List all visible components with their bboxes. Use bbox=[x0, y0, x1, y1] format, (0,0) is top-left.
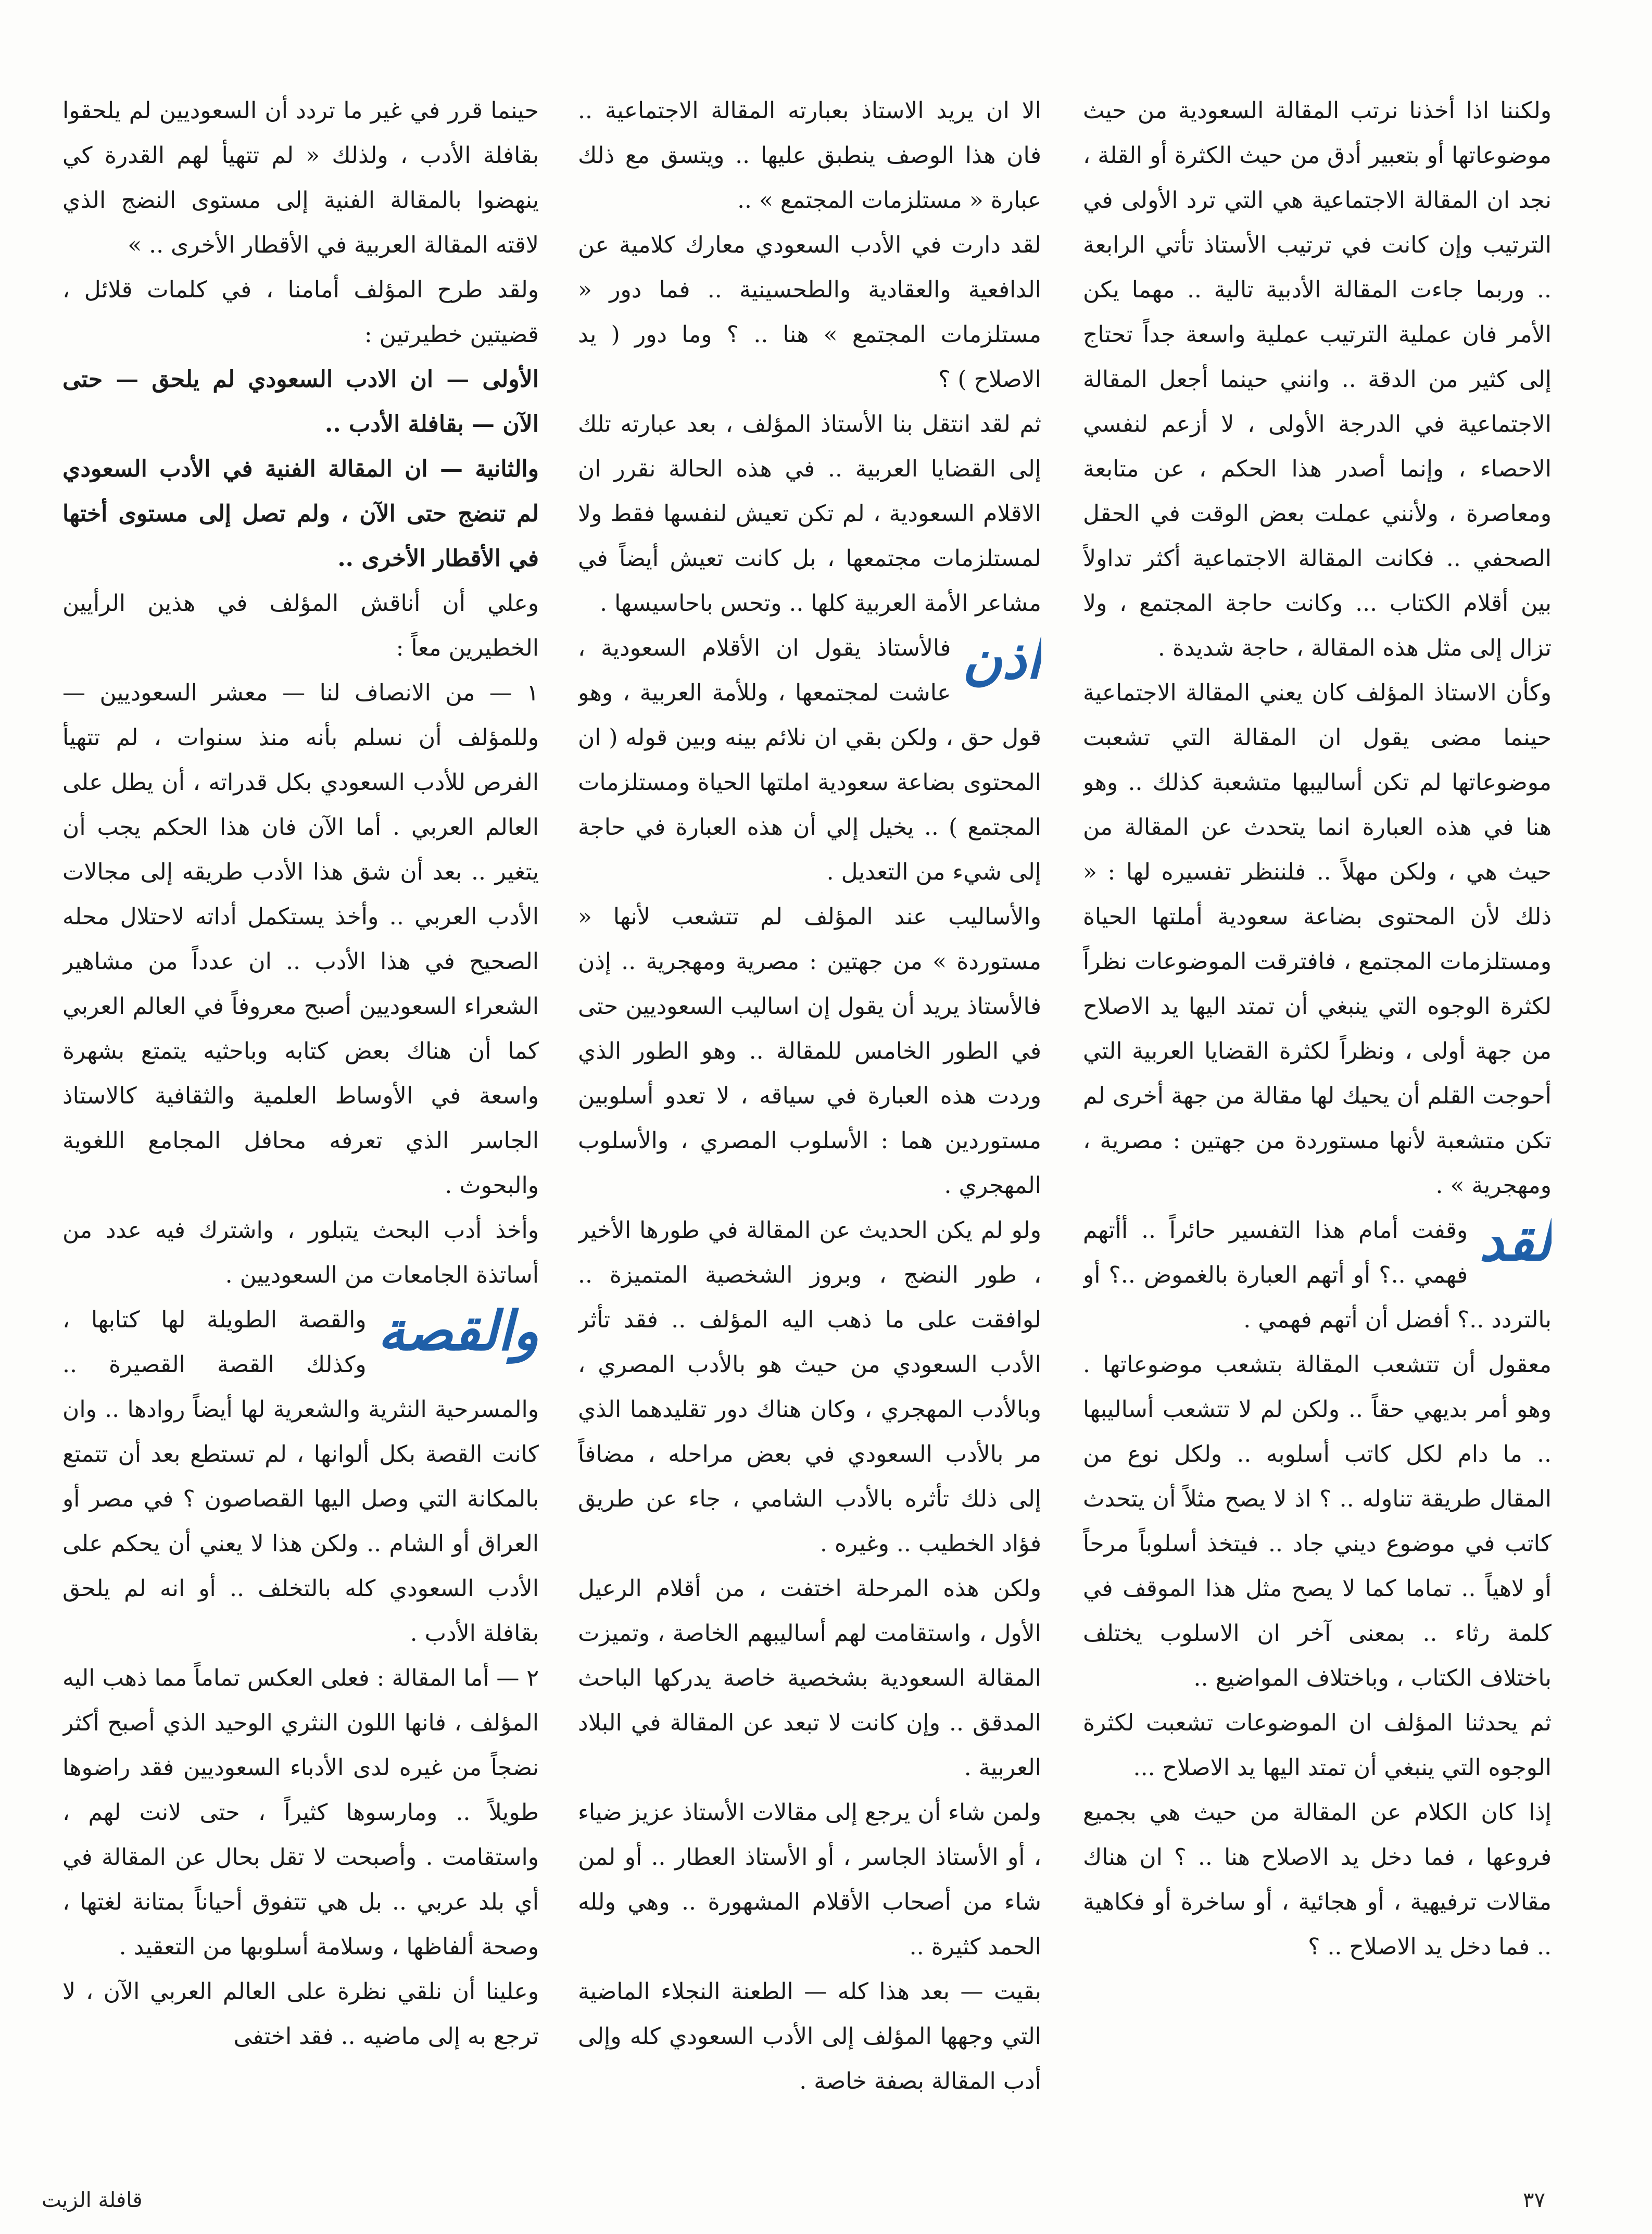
paragraph-text: وقفت أمام هذا التفسير حائراً .. أأتهم فهمي ..؟ أو أتهم العبارة بالغموض ..؟ أو بالتردد ..؟ أفضل أن أتهم فهمي . bbox=[1083, 1217, 1552, 1333]
paragraph: معقول أن تتشعب المقالة بتشعب موضوعاتها . وهو أمر بديهي حقاً .. ولكن لم لا تتشعب أساليبها .. ما دام لكل كاتب أسلوبه .. ولكل نوع من المقال طريقة تناوله .. ؟ اذ لا يصح مثلاً أن يتحدث كاتب في موضوع ديني جاد .. فيتخذ أسلوباً مرحاً أو لاهياً .. تماما كما لا يصح مثل هذا الموقف في كلمة رثاء .. بمعنى آخر ان الاسلوب يختلف باختلاف الكتاب ، وباختلاف المواضيع .. bbox=[1083, 1351, 1552, 1691]
paragraph: لقد دارت في الأدب السعودي معارك كلامية عن الدافعية والعقادية والطحسينية .. فما دور « مستلزمات المجتمع » هنا .. ؟ وما دور ( يد الاصلاح ) ؟ bbox=[578, 232, 1041, 393]
paragraph: وكأن الاستاذ المؤلف كان يعني المقالة الاجتماعية حينما مضى يقول ان المقالة التي تشعبت موضوعاتها لم تكن أساليبها متشعبة كذلك .. وهو هنا في هذه العبارة انما يتحدث عن المقالة من حيث هي ، ولكن مهلاً .. فلننظر تفسيره لها : « ذلك لأن المحتوى بضاعة سعودية أملتها الحياة ومستلزمات المجتمع ، فافترقت الموضوعات نظراً لكثرة الوجوه التي ينبغي أن تمتد اليها يد الاصلاح من جهة أولى ، ونظراً لكثرة القضايا العربية التي أحوجت القلم أن يحيك لها مقالة من جهة أخرى لم تكن متشعبة لأنها مستوردة من جهتين : مصرية ، ومهجرية » . bbox=[1083, 680, 1552, 1199]
paragraph: والأساليب عند المؤلف لم تتشعب لأنها « مستوردة » من جهتين : مصرية ومهجرية .. إذن فالأستاذ يريد أن يقول إن اساليب السعوديين حتى في الطور الخامس للمقالة .. وهو الطور الذي وردت هذه العبارة في سياقه ، لا تعدو أسلوبين مستوردين هما : الأسلوب المصري ، والأسلوب المهجري . bbox=[578, 903, 1041, 1199]
paragraph: ولقد طرح المؤلف أمامنا ، في كلمات قلائل ، قضيتين خطيرتين : bbox=[62, 277, 539, 348]
paragraph: ولكننا اذا أخذنا نرتب المقالة السعودية من حيث موضوعاتها أو بتعبير أدق من حيث الكثرة أو القلة ، نجد ان المقالة الاجتماعية هي التي ترد الأولى في الترتيب وإن كانت في ترتيب الأستاذ تأتي الرابعة .. وربما جاءت المقالة الأدبية تالية .. مهما يكن الأمر فان عملية الترتيب عملية واسعة جداً تحتاج إلى كثير من الدقة .. وانني حينما أجعل المقالة الاجتماعية في الدرجة الأولى ، لا أزعم لنفسي الاحصاء ، وإنما أصدر هذا الحكم ، عن متابعة ومعاصرة ، ولأنني عملت بعض الوقت في الحقل الصحفي .. فكانت المقالة الاجتماعية أكثر تداولاً بين أقلام الكتاب ... وكانت حاجة المجتمع ، ولا تزال إلى مثل هذه المقالة ، حاجة شديدة . bbox=[1083, 97, 1552, 661]
magazine-name: قافلة الزيت bbox=[42, 2188, 143, 2212]
left-column bbox=[62, 89, 539, 2119]
middle-column bbox=[578, 89, 1041, 2119]
paragraph: ٢ — أما المقالة : فعلى العكس تماماً مما ذهب اليه المؤلف ، فانها اللون النثري الوحيد الذي أصبح أكثر نضجاً من غيره لدى الأدباء السعوديين فقد راضوها طويلاً .. ومارسوها كثيراً ، حتى لانت لهم ، واستقامت . وأصبحت لا تقل بحال عن المقالة في أي بلد عربي .. بل هي تتفوق أحياناً بمتانة لغتها ، وصحة ألفاظها ، وسلامة أسلوبها من التعقيد . bbox=[62, 1665, 539, 1960]
paragraph-text: والقصة الطويلة لها كتابها ، وكذلك القصة القصيرة .. والمسرحية النثرية والشعرية لها أيضاً روادها .. وان كانت القصة بكل ألوانها ، لم تستطع بعد أن تتمتع بالمكانة التي وصل اليها القصاصون ؟ في مصر أو العراق أو الشام .. ولكن هذا لا يعني أن يحكم على الأدب السعودي كله بالتخلف .. أو انه لم يلحق بقافلة الأدب . bbox=[62, 1307, 539, 1647]
section-heading-laqad: لقد bbox=[1479, 1210, 1552, 1273]
paragraph bbox=[578, 626, 1041, 895]
page-number: ٣٧ bbox=[1523, 2188, 1545, 2212]
paragraph: الأولى — ان الادب السعودي لم يلحق — حتى الآن — بقافلة الأدب .. bbox=[62, 366, 539, 437]
paragraph: بقيت — بعد هذا كله — الطعنة النجلاء الماضية التي وجهها المؤلف إلى الأدب السعودي كله وإلى أدب المقالة بصفة خاصة . bbox=[578, 1978, 1041, 2094]
paragraph: ثم لقد انتقل بنا الأستاذ المؤلف ، بعد عبارته تلك إلى القضايا العربية .. في هذه الحالة نقرر ان الاقلام السعودية ، لم تكن تعيش لنفسها فقط ولا لمستلزمات مجتمعها ، بل كانت تعيش أيضاً في مشاعر الأمة العربية كلها .. وتحس باحاسيسها . bbox=[578, 411, 1041, 617]
paragraph: وعلي أن أناقش المؤلف في هذين الرأيين الخطيرين معاً : bbox=[62, 590, 539, 661]
paragraph: ولكن هذه المرحلة اختفت ، من أقلام الرعيل الأول ، واستقامت لهم أساليبهم الخاصة ، وتميزت المقالة السعودية بشخصية خاصة يدركها الباحث المدقق .. وإن كانت لا تبعد عن المقالة في البلاد العربية . bbox=[578, 1575, 1041, 1781]
paragraph: إذا كان الكلام عن المقالة من حيث هي بجميع فروعها ، فما دخل يد الاصلاح هنا .. ؟ ان هناك مقالات ترفيهية ، أو هجائية ، أو ساخرة أو فكاهية .. فما دخل يد الاصلاح .. ؟ bbox=[1083, 1799, 1552, 1960]
paragraph: ثم يحدثنا المؤلف ان الموضوعات تشعبت لكثرة الوجوه التي ينبغي أن تمتد اليها يد الاصلاح ... bbox=[1083, 1710, 1552, 1781]
paragraph: حينما قرر في غير ما تردد أن السعوديين لم يلحقوا بقافلة الأدب ، ولذلك « لم تتهيأ لهم القدرة كي ينهضوا بالمقالة الفنية إلى مستوى النضج الذي لاقته المقالة العربية في الأقطار الأخرى .. » bbox=[62, 97, 539, 258]
paragraph: الا ان يريد الاستاذ بعبارته المقالة الاجتماعية .. فان هذا الوصف ينطبق عليها .. ويتسق مع ذلك عبارة « مستلزمات المجتمع » .. bbox=[578, 97, 1041, 214]
paragraph: ولو لم يكن الحديث عن المقالة في طورها الأخير ، طور النضج ، وبروز الشخصية المتميزة .. لوافقت على ما ذهب اليه المؤلف .. فقد تأثر الأدب السعودي من حيث هو بالأدب المصري ، وبالأدب المهجري ، وكان هناك دور تقليدهما الذي مر بالأدب السعودي في بعض مراحله ، مضافاً إلى ذلك تأثره بالأدب الشامي ، جاء عن طريق فؤاد الخطيب .. وغيره . bbox=[578, 1217, 1041, 1557]
section-heading-wal-qissa: والقصة bbox=[377, 1299, 539, 1363]
paragraph: وأخذ أدب البحث يتبلور ، واشترك فيه عدد من أساتذة الجامعات من السعوديين . bbox=[62, 1217, 539, 1288]
section-heading-idhan: اذن bbox=[962, 627, 1041, 691]
paragraph bbox=[62, 1298, 539, 1656]
paragraph-text: فالأستاذ يقول ان الأقلام السعودية ، عاشت لمجتمعها ، وللأمة العربية ، وهو قول حق ، ولكن بقي ان نلائم بينه وبين قوله ( ان المحتوى بضاعة سعودية املتها الحياة ومستلزمات المجتمع ) .. يخيل إلي أن هذه العبارة في حاجة إلى شيء من التعديل . bbox=[578, 635, 1041, 885]
paragraph: ١ — من الانصاف لنا — معشر السعوديين — وللمؤلف أن نسلم بأنه منذ سنوات ، لم تتهيأ الفرص للأدب السعودي بكل قدراته ، أن يطل على العالم العربي . أما الآن فان هذا الحكم يجب أن يتغير .. بعد أن شق هذا الأدب طريقه إلى مجالات الأدب العربي .. وأخذ يستكمل أداته لاحتلال محله الصحيح في هذا الأدب .. ان عدداً من مشاهير الشعراء السعوديين أصبح معروفاً في العالم العربي كما أن هناك بعض كتابه وباحثيه يتمتع بشهرة واسعة في الأوساط العلمية والثقافية كالاستاذ الجاسر الذي تعرفه محافل المجامع اللغوية والبحوث . bbox=[62, 680, 539, 1199]
paragraph: والثانية — ان المقالة الفنية في الأدب السعودي لم تنضج حتى الآن ، ولم تصل إلى مستوى أختها في الأقطار الأخرى .. bbox=[62, 456, 539, 572]
right-column bbox=[1083, 89, 1552, 2119]
paragraph: ولمن شاء أن يرجع إلى مقالات الأستاذ عزيز ضياء ، أو الأستاذ الجاسر ، أو الأستاذ العطار .. أو لمن شاء من أصحاب الأقلام المشهورة .. وهي ولله الحمد كثيرة .. bbox=[578, 1799, 1041, 1960]
paragraph: وعلينا أن نلقي نظرة على العالم العربي الآن ، لا ترجع به إلى ماضيه .. فقد اختفى bbox=[62, 1978, 539, 2050]
paragraph bbox=[1083, 1208, 1552, 1342]
